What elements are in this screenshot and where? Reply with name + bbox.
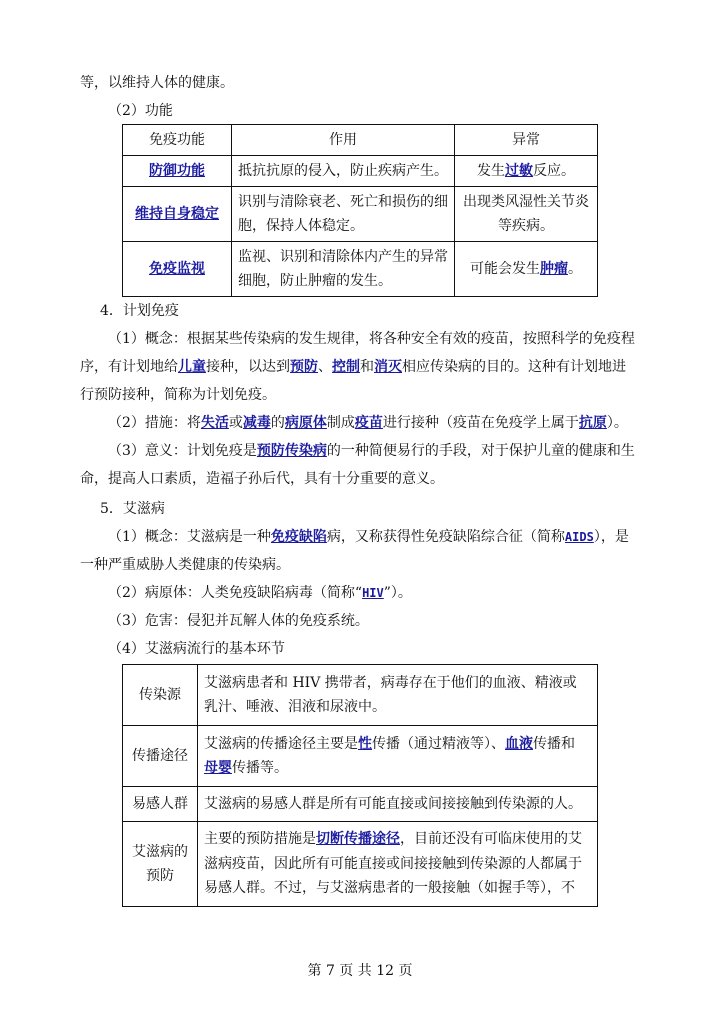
keyword-link[interactable]: 病原体	[284, 415, 327, 431]
sec5-links-heading: （4）艾滋病流行的基本环节	[108, 641, 285, 657]
keyword-link[interactable]: 抗原	[578, 415, 607, 431]
sec4-meaning-line1: （3）意义：计划免疫是预防传染病的一种简便易行的手段，对于保护儿童的健康和生	[108, 443, 635, 459]
keyword-link[interactable]: 预防传染病	[256, 443, 327, 459]
sec5-pathogen: （2）病原体：人类免疫缺陷病毒（简称“HIV”）。	[108, 585, 412, 601]
row-label: 易感人群	[123, 787, 198, 822]
aids-links-table	[122, 664, 598, 907]
row-text: 艾滋病的易感人群是所有可能直接或间接接触到传染源的人。	[198, 787, 598, 822]
abnormal-keyword-link[interactable]: 过敏	[505, 162, 533, 179]
row-label: 传染源	[123, 665, 198, 726]
sec4-concept-line3: 行预防接种，简称为计划免疫。	[80, 387, 276, 403]
sec5-concept-line1: （1）概念：艾滋病是一种免疫缺陷病，又称获得性免疫缺陷综合征（简称AIDS），是	[108, 529, 629, 545]
table-row	[123, 187, 598, 242]
keyword-link[interactable]: 免疫缺陷	[270, 529, 327, 545]
abnormal-text: 。	[568, 260, 582, 277]
table-row	[123, 726, 598, 787]
sec5-harm: （3）危害：侵犯并瓦解人体的免疫系统。	[108, 613, 369, 629]
keyword-link[interactable]: 失活	[200, 415, 229, 431]
table-row	[123, 242, 598, 297]
row-text: 主要的预防措施是切断传播途径，目前还没有可临床使用的艾 滋病疫苗，因此所有可能直接或间接接触到传染源的人都属于 易感人群。不过，与艾滋病患者的一般接触（如握手等），不	[198, 822, 598, 907]
function-effect: 抵抗抗原的侵入，防止疾病产生。	[232, 156, 455, 187]
table-row	[123, 665, 598, 726]
table-header-cell: 作用	[232, 125, 455, 156]
table-header-cell: 异常	[455, 125, 598, 156]
keyword-link[interactable]: 性	[358, 735, 372, 752]
table-row	[123, 822, 598, 907]
sec5-concept-line2: 一种严重威胁人类健康的传染病。	[80, 557, 290, 573]
abnormal-text: 发生	[477, 162, 505, 179]
row-text: 艾滋病的传播途径主要是性传播（通过精液等）、血液传播和 母婴传播等。	[198, 726, 598, 787]
section-2-heading: （2）功能	[108, 103, 173, 119]
keyword-link[interactable]: 减毒	[242, 415, 271, 431]
row-label: 艾滋病的 预防	[123, 822, 198, 907]
section-5-title: 5．艾滋病	[100, 501, 165, 517]
table-header-cell: 免疫功能	[123, 125, 232, 156]
keyword-link[interactable]: 预防	[290, 359, 318, 375]
function-effect: 监视、识别和清除体内产生的异常细胞，防止肿瘤的发生。	[232, 242, 455, 297]
keyword-link[interactable]: HIV	[362, 586, 384, 600]
abnormal-text: 反应。	[533, 162, 575, 179]
keyword-link[interactable]: 消灭	[374, 359, 402, 375]
function-name-link[interactable]: 防御功能	[149, 162, 205, 179]
row-label: 传播途径	[123, 726, 198, 787]
function-name-link[interactable]: 免疫监视	[149, 260, 205, 277]
keyword-link[interactable]: 控制	[332, 359, 360, 375]
immune-function-table	[122, 124, 598, 297]
abnormal-text: 可能会发生	[470, 260, 540, 277]
sec4-meaning-line2: 命，提高人口素质，造福子孙后代，具有十分重要的意义。	[80, 471, 444, 487]
row-text: 艾滋病患者和 HIV 携带者，病毒存在于他们的血液、精液或 乳汁、唾液、泪液和尿液中。	[198, 665, 598, 726]
table-header-row	[123, 125, 598, 156]
abnormal-text: 出现类风湿性关节炎等疾病。	[455, 187, 598, 242]
function-name-link[interactable]: 维持自身稳定	[135, 205, 219, 222]
intro-line: 等，以维持人体的健康。	[80, 75, 234, 91]
sec4-concept-line2: 序，有计划地给儿童接种，以达到预防、控制和消灭相应传染病的目的。这种有计划地进	[80, 359, 626, 375]
keyword-link[interactable]: 切断传播途径	[316, 831, 400, 848]
sec4-concept-line1: （1）概念：根据某些传染病的发生规律，将各种安全有效的疫苗，按照科学的免疫程	[108, 331, 635, 347]
table-row	[123, 156, 598, 187]
sec4-measure: （2）措施：将失活或减毒的病原体制成疫苗进行接种（疫苗在免疫学上属于抗原）。	[108, 415, 628, 431]
keyword-link[interactable]: 血液	[505, 735, 533, 752]
table-row	[123, 787, 598, 822]
function-effect: 识别与清除衰老、死亡和损伤的细胞，保持人体稳定。	[232, 187, 455, 242]
abnormal-keyword-link[interactable]: 肿瘤	[540, 260, 568, 277]
keyword-link[interactable]: 疫苗	[354, 415, 383, 431]
keyword-link[interactable]: 母婴	[204, 760, 232, 776]
section-4-title: 4．计划免疫	[100, 303, 179, 319]
keyword-link[interactable]: 儿童	[178, 359, 206, 375]
page-footer: 第 7 页 共 12 页	[307, 963, 413, 979]
keyword-link[interactable]: AIDS	[564, 530, 594, 544]
